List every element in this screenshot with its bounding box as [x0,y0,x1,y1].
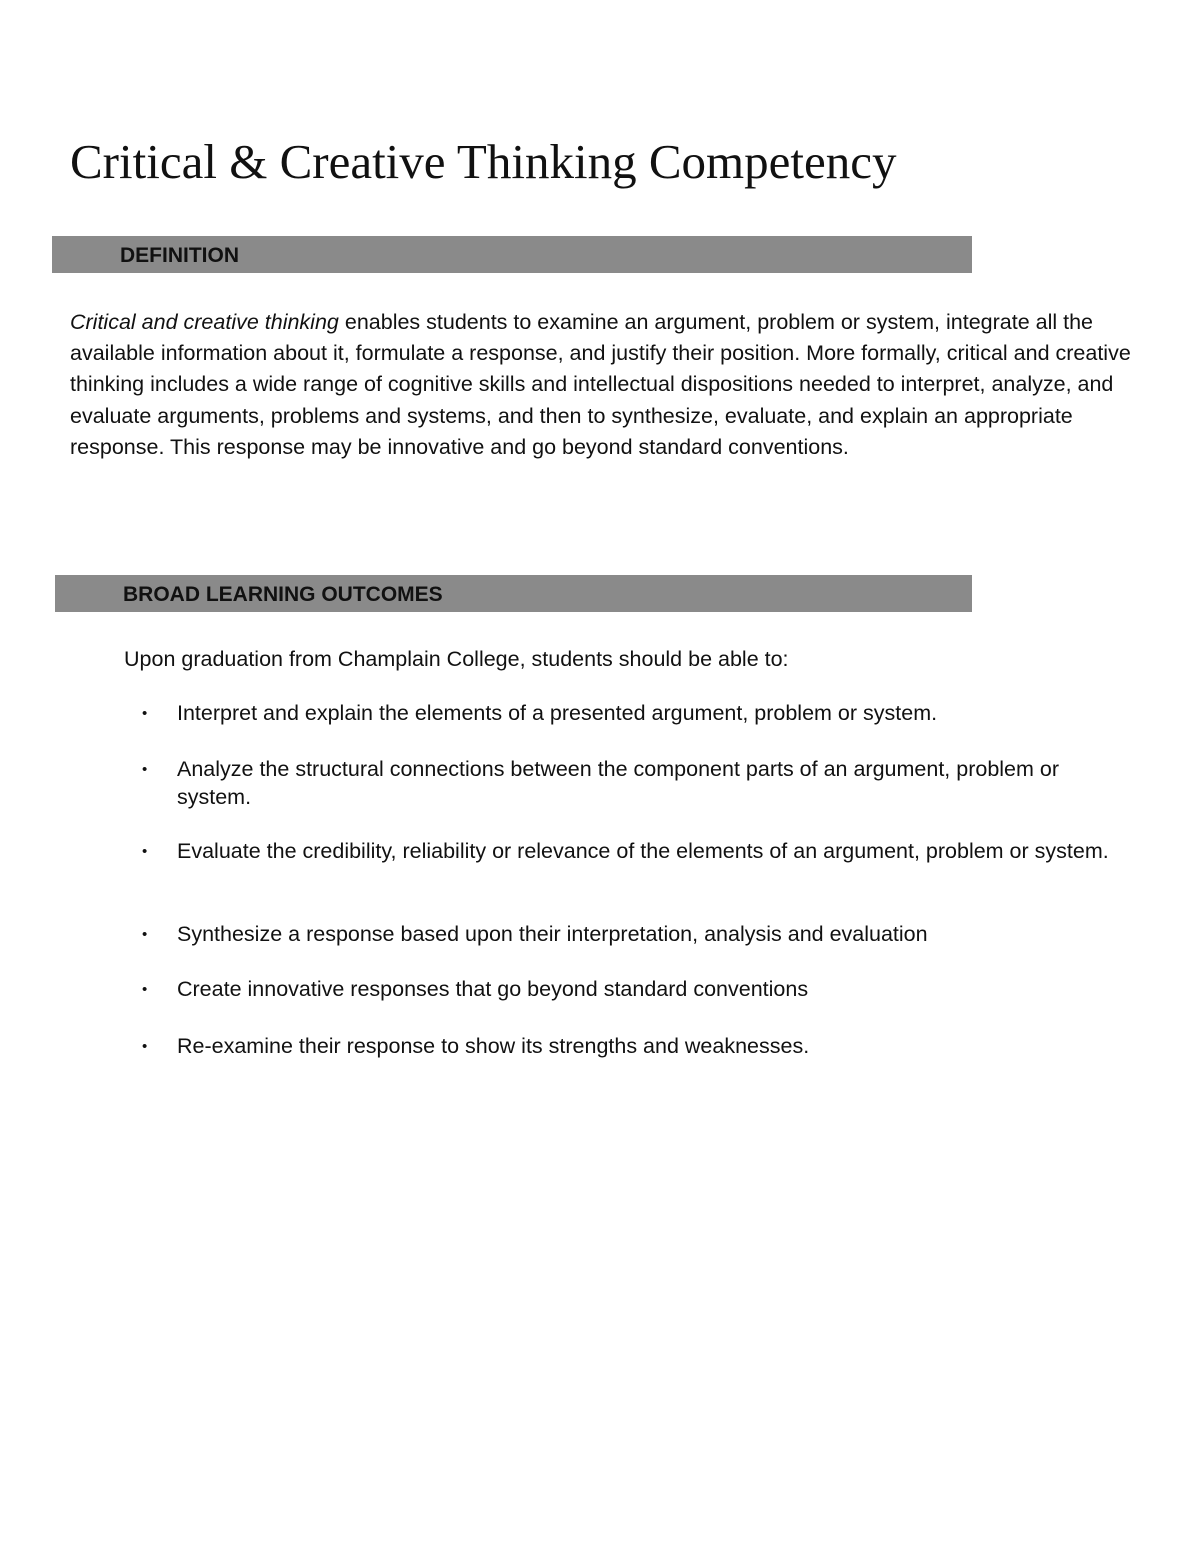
list-item-text: Re-examine their response to show its strengths and weaknesses. [177,1034,810,1058]
list-item [142,700,1132,728]
list-item [142,756,1132,811]
list-item [142,1033,1132,1061]
bullet-icon: • [142,981,148,998]
list-item-text: Evaluate the credibility, reliability or relevance of the elements of an argument, problem or system. [177,839,1109,863]
list-item [142,838,1132,866]
bullet-icon: • [142,1038,148,1055]
outcomes-heading: BROAD LEARNING OUTCOMES [123,583,443,606]
list-item-text: Synthesize a response based upon their interpretation, analysis and evaluation [177,922,928,946]
bullet-icon: • [142,926,148,943]
definition-body: enables students to examine an argument, problem or system, integrate all the available information about it, formulate a response, and justify their position. More formally, critical and creative thinking includes a wide range of cognitive skills and intellectual dispositions needed to interpret, analyze, and evaluate arguments, problems and systems, and then to synthesize, evaluate, and explain an appropriate response. This response may be innovative and go beyond standard conventions. [70,310,1131,459]
bullet-icon: • [142,843,148,860]
definition-section-bar [52,236,972,273]
list-item-text: Analyze the structural connections between the component parts of an argument, problem or system. [177,757,1060,809]
definition-term: Critical and creative thinking [70,310,339,334]
list-item-text: Interpret and explain the elements of a presented argument, problem or system. [177,701,938,725]
list-item [142,976,1132,1004]
definition-paragraph [70,307,1145,463]
list-item [142,921,1132,949]
bullet-icon: • [142,761,148,778]
page-title: Critical & Creative Thinking Competency [70,134,897,189]
outcomes-intro: Upon graduation from Champlain College, students should be able to: [124,647,789,671]
bullet-icon: • [142,705,148,722]
list-item-text: Create innovative responses that go beyond standard conventions [177,977,809,1001]
definition-heading: DEFINITION [120,244,239,267]
outcomes-section-bar [55,575,972,612]
